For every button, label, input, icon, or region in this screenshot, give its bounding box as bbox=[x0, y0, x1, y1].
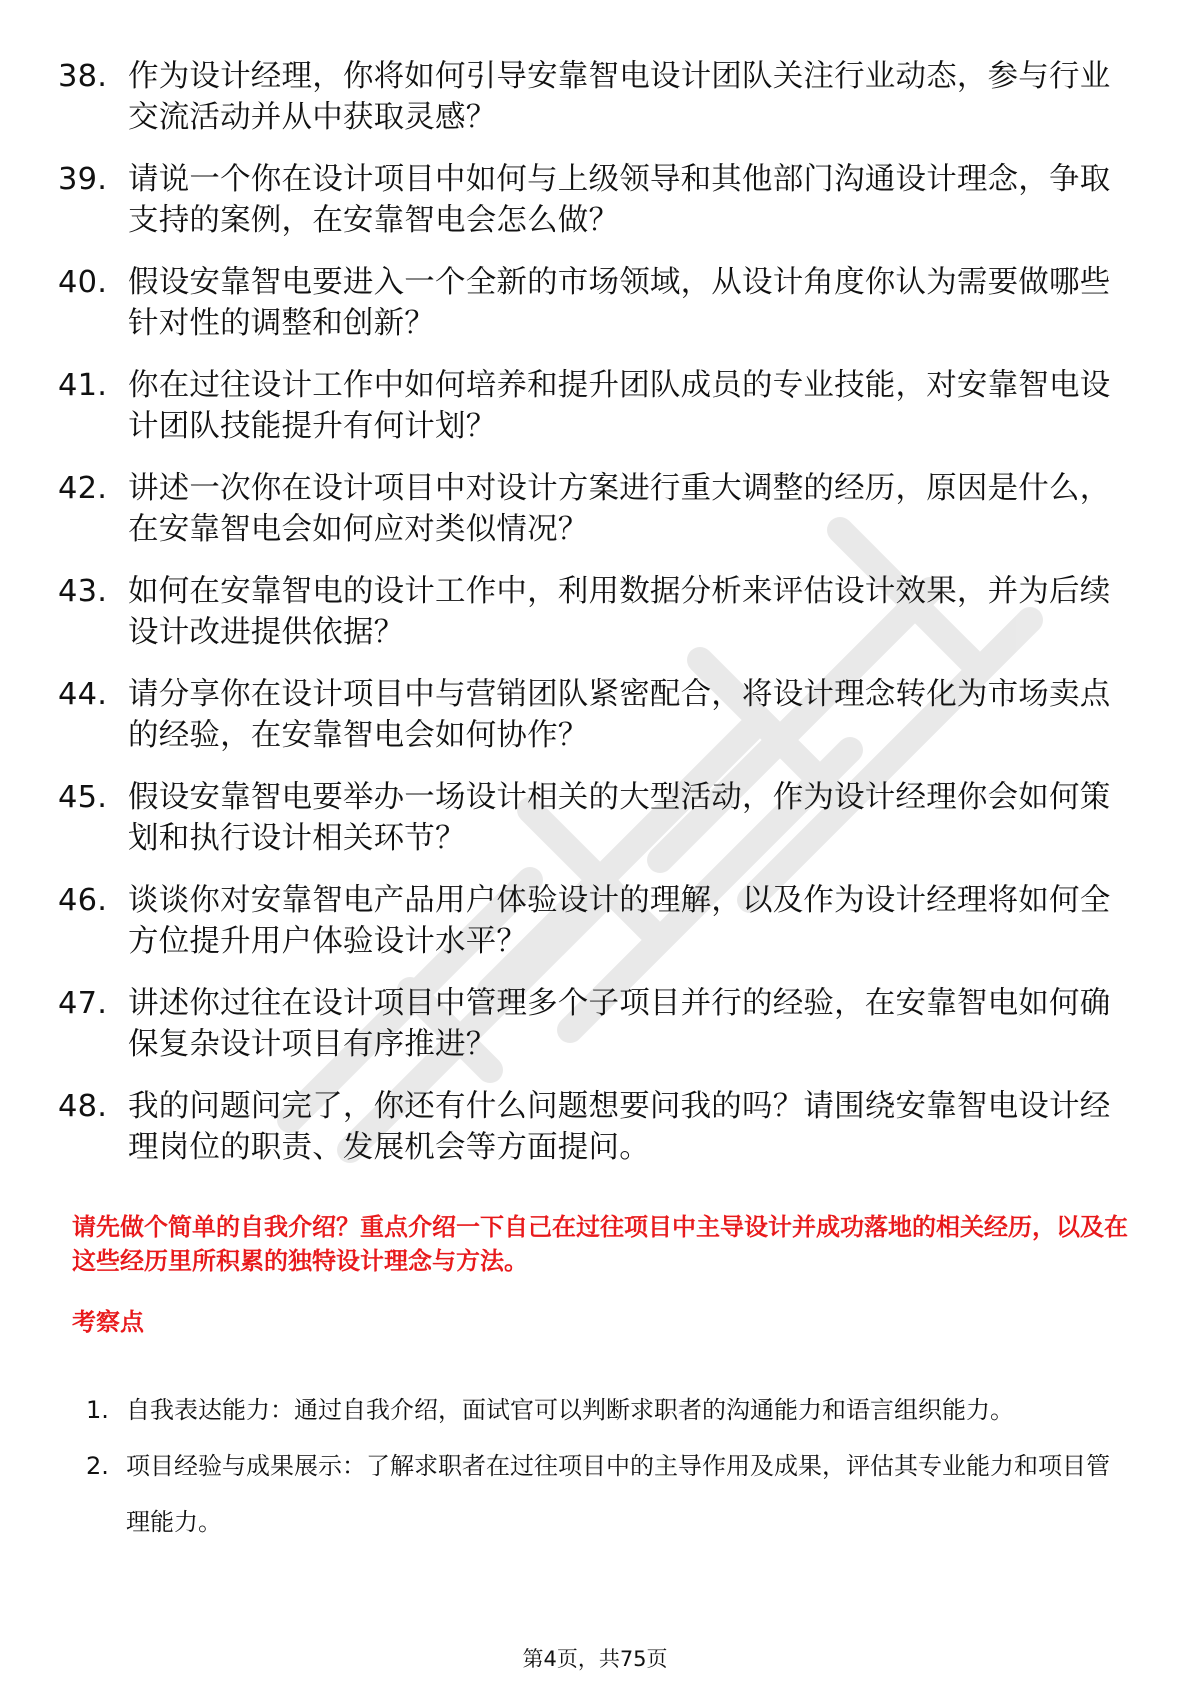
point-text: 自我表达能力：通过自我介绍，面试官可以判断求职者的沟通能力和语言组织能力。 bbox=[126, 1396, 1014, 1424]
question-number: 43. bbox=[58, 574, 108, 609]
page-footer: 第4页，共75页 bbox=[522, 1647, 668, 1671]
question-item bbox=[58, 571, 1138, 653]
question-item bbox=[58, 777, 1138, 859]
point-text: 项目经验与成果展示：了解求职者在过往项目中的主导作用及成果，评估其专业能力和项目管理能力。 bbox=[126, 1452, 1110, 1536]
question-text: 讲述一次你在设计项目中对设计方案进行重大调整的经历，原因是什么，在安靠智电会如何应对类似情况？ bbox=[128, 471, 1111, 547]
question-text: 讲述你过往在设计项目中管理多个子项目并行的经验，在安靠智电如何确保复杂设计项目有序推进？ bbox=[128, 986, 1111, 1062]
question-item bbox=[58, 880, 1138, 962]
question-item bbox=[58, 365, 1138, 447]
question-text: 假设安靠智电要进入一个全新的市场领域，从设计角度你认为需要做哪些针对性的调整和创新？ bbox=[128, 265, 1111, 341]
question-text: 假设安靠智电要举办一场设计相关的大型活动，作为设计经理你会如何策划和执行设计相关环节？ bbox=[128, 780, 1111, 856]
question-text: 谈谈你对安靠智电产品用户体验设计的理解，以及作为设计经理将如何全方位提升用户体验设计水平？ bbox=[128, 883, 1111, 959]
point-number: 2. bbox=[86, 1452, 109, 1480]
question-number: 45. bbox=[58, 780, 108, 815]
question-text: 请说一个你在设计项目中如何与上级领导和其他部门沟通设计理念，争取支持的案例，在安靠智电会怎么做？ bbox=[128, 162, 1111, 238]
question-number: 38. bbox=[58, 59, 108, 94]
question-number: 42. bbox=[58, 471, 108, 506]
question-number: 41. bbox=[58, 368, 108, 403]
question-text: 作为设计经理，你将如何引导安靠智电设计团队关注行业动态，参与行业交流活动并从中获取灵感？ bbox=[128, 59, 1111, 135]
question-item bbox=[58, 468, 1138, 550]
question-item bbox=[58, 56, 1138, 138]
question-item bbox=[58, 674, 1138, 756]
intro-question: 请先做个简单的自我介绍？重点介绍一下自己在过往项目中主导设计并成功落地的相关经历，以及在这些经历里所积累的独特设计理念与方法。 bbox=[72, 1213, 1128, 1275]
question-text: 你在过往设计工作中如何培养和提升团队成员的专业技能，对安靠智电设计团队技能提升有何计划？ bbox=[128, 368, 1111, 444]
point-number: 1. bbox=[86, 1396, 109, 1424]
assessment-point bbox=[72, 1438, 1132, 1550]
question-item bbox=[58, 983, 1138, 1065]
assessment-points-heading: 考察点 bbox=[72, 1308, 144, 1336]
question-text: 如何在安靠智电的设计工作中，利用数据分析来评估设计效果，并为后续设计改进提供依据？ bbox=[128, 574, 1111, 650]
question-number: 44. bbox=[58, 677, 108, 712]
question-text: 我的问题问完了，你还有什么问题想要问我的吗？请围绕安靠智电设计经理岗位的职责、发展机会等方面提问。 bbox=[128, 1089, 1111, 1165]
question-text: 请分享你在设计项目中与营销团队紧密配合，将设计理念转化为市场卖点的经验，在安靠智电会如何协作？ bbox=[128, 677, 1111, 753]
question-number: 46. bbox=[58, 883, 108, 918]
assessment-points-list bbox=[72, 1382, 1132, 1550]
question-item bbox=[58, 159, 1138, 241]
question-number: 40. bbox=[58, 265, 108, 300]
question-item bbox=[58, 1086, 1138, 1168]
question-number: 39. bbox=[58, 162, 108, 197]
assessment-point bbox=[72, 1382, 1132, 1438]
question-number: 47. bbox=[58, 986, 108, 1021]
question-item bbox=[58, 262, 1138, 344]
question-list bbox=[58, 56, 1138, 1189]
question-number: 48. bbox=[58, 1089, 108, 1124]
